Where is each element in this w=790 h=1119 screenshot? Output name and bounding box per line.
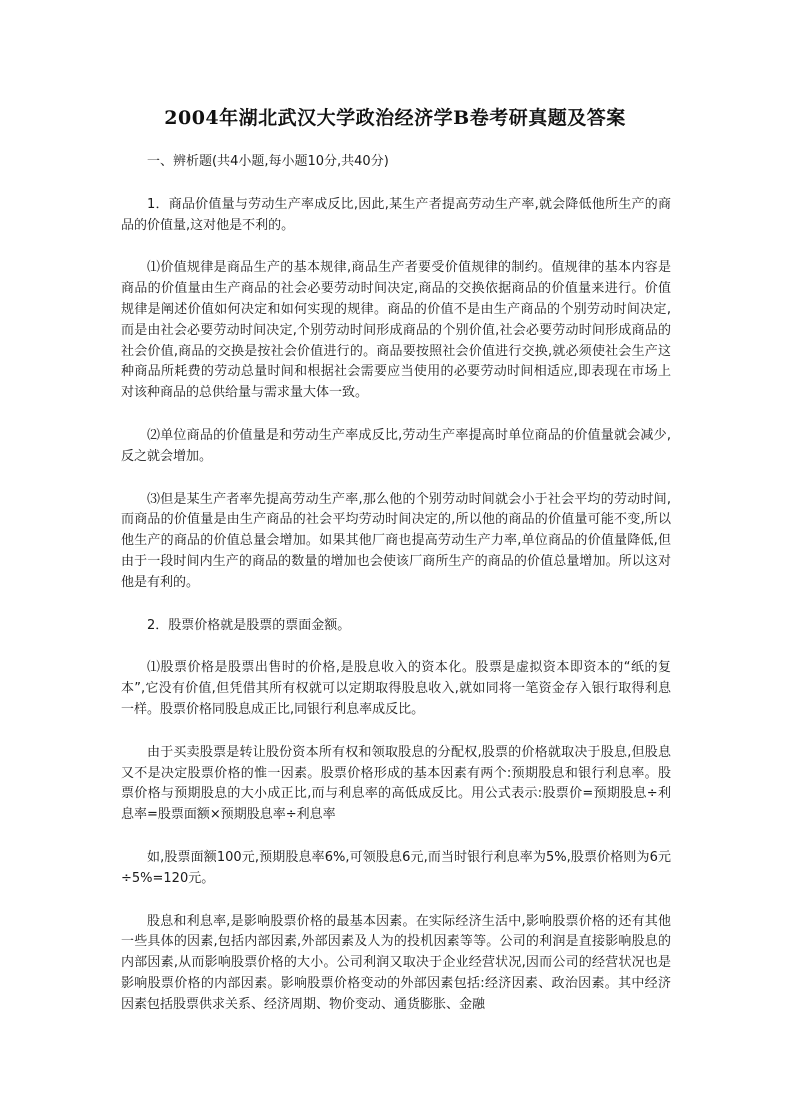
question-2: 2．股票价格就是股票的票面金额。 [147, 617, 351, 633]
answer-2-part-1: ⑴股票价格是股票出售时的价格,是股息收入的资本化。股票是虚拟资本即资本的“纸的复本”,它没有价值,但凭借其所有权就可以定期取得股息收入,就如同将一笔资金存入银行取得利息一样。股票价格同股息成正比,同银行利息率成反比。 [121, 660, 671, 717]
answer-2-example: 如,股票面额100元,预期股息率6%,可领股息6元,而当时银行利息率为5%,股票价格则为6元÷5%=120元。 [121, 849, 671, 886]
answer-1-part-3: ⑶但是某生产者率先提高劳动生产率,那么他的个别劳动时间就会小于社会平均的劳动时间,而商品的价值量是由生产商品的社会平均劳动时间决定的,所以他的商品的价值量可能不变,所以他生产的商品的价值总量会增加。如果其他厂商也提高劳动生产力率,单位商品的价值量降低,但由于一段时间内生产的商品的数量的增加也会使该厂商所生产的商品的价值总量增加。所以这对他是有利的。 [121, 491, 671, 590]
document-title: 2004年湖北武汉大学政治经济学B卷考研真题及答案 [164, 107, 626, 129]
question-1: 1．商品价值量与劳动生产率成反比,因此,某生产者提高劳动生产率,就会降低他所生产的商品的价值量,这对他是不利的。 [121, 196, 671, 233]
answer-1-part-2: ⑵单位商品的价值量是和劳动生产率成反比,劳动生产率提高时单位商品的价值量就会减少,反之就会增加。 [121, 427, 671, 464]
section-heading: 一、辨析题(共4小题,每小题10分,共40分) [147, 154, 389, 169]
document-body [121, 152, 671, 1038]
answer-2-factors: 股息和利息率,是影响股票价格的最基本因素。在实际经济生活中,影响股票价格的还有其他一些具体的因素,包括内部因素,外部因素及人为的投机因素等等。公司的利润是直接影响股息的内部因素,从而影响股票价格的大小。公司利润又取决于企业经营状况,因而公司的经营状况也是影响股票价格的内部因素。影响股票价格变动的外部因素包括:经济因素、政治因素。其中经济因素包括股票供求关系、经济周期、物价变动、通货膨胀、金融 [121, 913, 671, 1012]
answer-1-part-1: ⑴价值规律是商品生产的基本规律,商品生产者要受价值规律的制约。值规律的基本内容是商品的价值量由生产商品的社会必要劳动时间决定,商品的交换依据商品的价值量来进行。价值规律是阐述价值如何决定和如何实现的规律。商品的价值不是由生产商品的个别劳动时间决定,而是由社会必要劳动时间决定,个别劳动时间形成商品的个别价值,社会必要劳动时间形成商品的社会价值,商品的交换是按社会价值进行的。商品要按照社会价值进行交换,就必须使社会生产这种商品所耗费的劳动总量时间和根据社会需要应当使用的必要劳动时间相适应,即表现在市场上对该种商品的总供给量与需求量大体一致。 [121, 260, 671, 401]
answer-2-paragraph: 由于买卖股票是转让股份资本所有权和领取股息的分配权,股票的价格就取决于股息,但股息又不是决定股票价格的惟一因素。股票价格形成的基本因素有两个:预期股息和银行利息率。股票价格与预期股息的大小成正比,而与利息率的高低成反比。用公式表示:股票价=预期股息÷利息率=股票面额×预期股息率÷利息率 [121, 744, 671, 823]
